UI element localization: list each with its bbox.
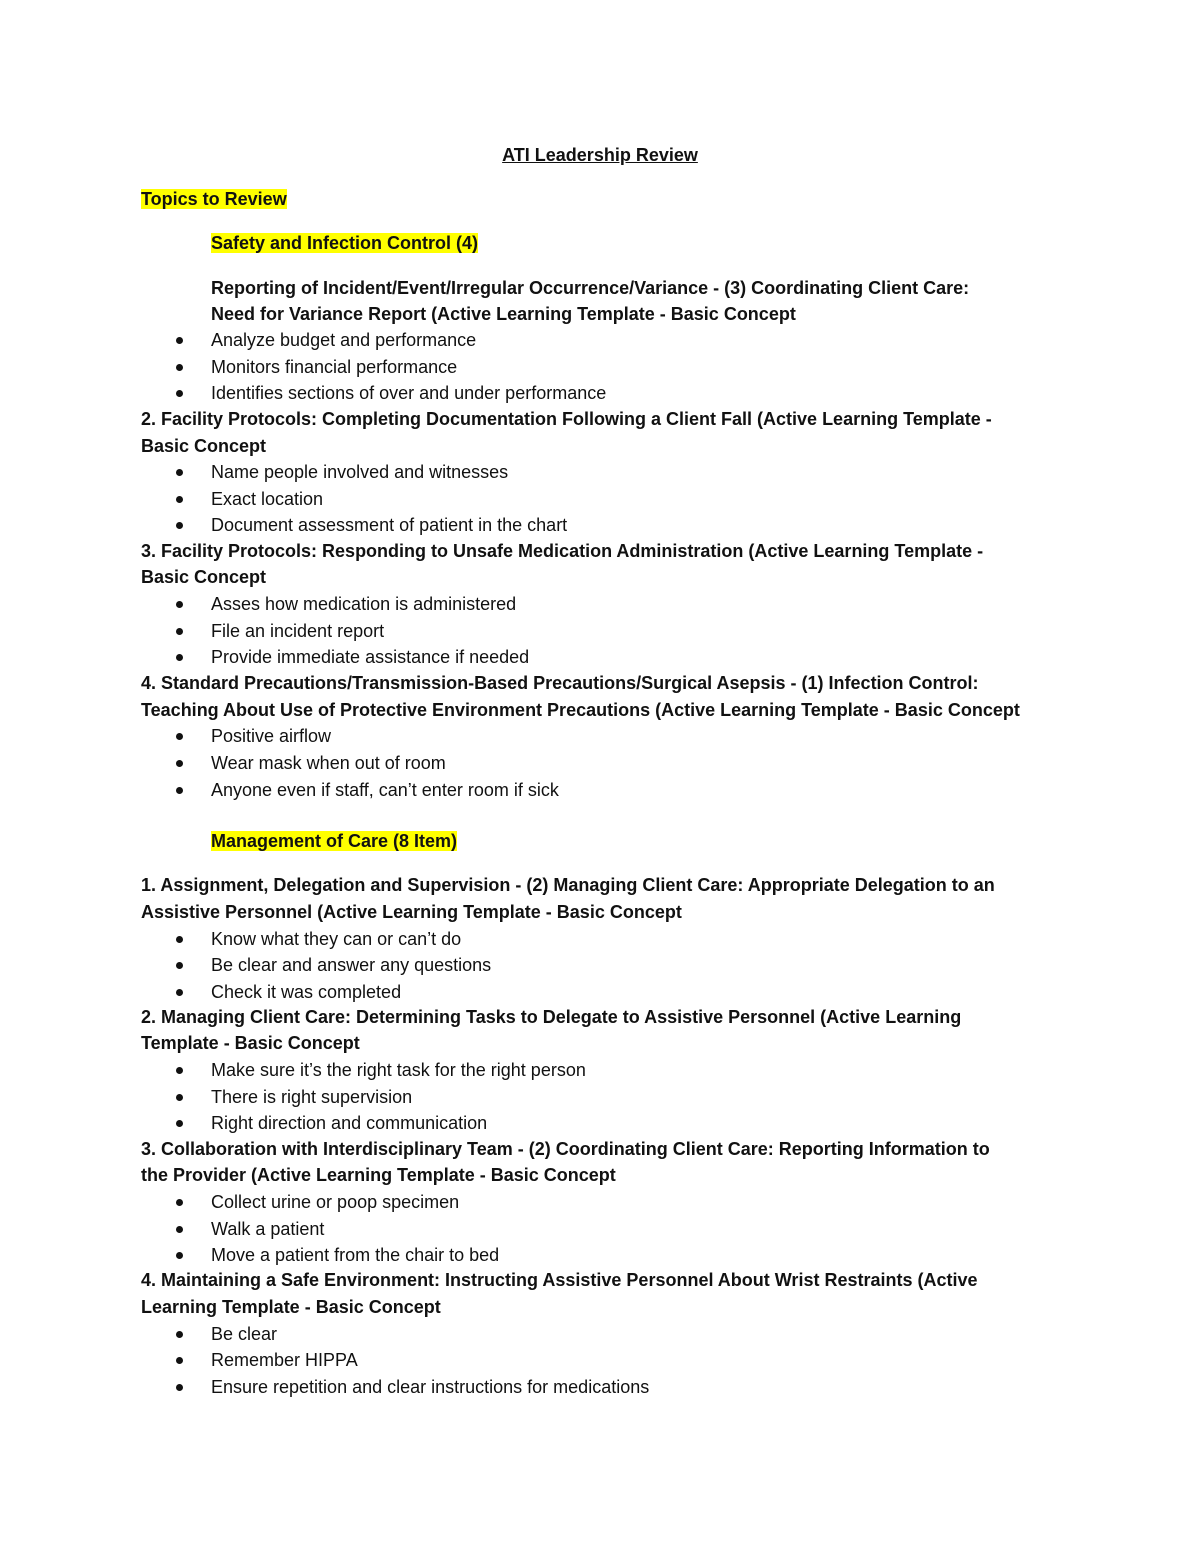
list-item-text: Ensure repetition and clear instructions for medications <box>211 1377 650 1397</box>
list-item-text: Exact location <box>211 489 324 509</box>
item-heading-line: 2. Facility Protocols: Completing Documentation Following a Client Fall (Active Learning Template - <box>141 409 992 429</box>
item-heading-line: Need for Variance Report (Active Learning Template - Basic Concept <box>211 304 796 324</box>
bullet-icon <box>176 654 183 661</box>
list-item-text: Walk a patient <box>211 1219 325 1239</box>
bullet-icon <box>176 1357 183 1364</box>
list-item-text: Provide immediate assistance if needed <box>211 647 530 667</box>
list-item-text: Move a patient from the chair to bed <box>211 1245 500 1265</box>
list-item-text: Name people involved and witnesses <box>211 462 509 482</box>
bullet-icon <box>176 496 183 503</box>
item-heading-line: Reporting of Incident/Event/Irregular Occurrence/Variance - (3) Coordinating Client Care: <box>211 278 970 298</box>
list-item-text: Be clear and answer any questions <box>211 955 492 975</box>
list-item-text: Make sure it’s the right task for the right person <box>211 1060 586 1080</box>
list-item-text: Check it was completed <box>211 982 402 1002</box>
item-heading-line: Template - Basic Concept <box>141 1033 360 1053</box>
bullet-icon <box>176 390 183 397</box>
item-heading-line: Basic Concept <box>141 567 267 587</box>
bullet-icon <box>176 989 183 996</box>
list-item-text: Anyone even if staff, can’t enter room if sick <box>211 780 559 800</box>
bullet-icon <box>176 936 183 943</box>
section-heading-management-text: Management of Care (8 Item) <box>211 831 458 851</box>
bullet-icon <box>176 733 183 740</box>
list-item-text: There is right supervision <box>211 1087 413 1107</box>
document-title: ATI Leadership Review <box>502 145 698 165</box>
bullet-icon <box>176 469 183 476</box>
bullet-icon <box>176 1252 183 1259</box>
bullet-icon <box>176 364 183 371</box>
list-item-text: Document assessment of patient in the chart <box>211 515 568 535</box>
list-item-text: Collect urine or poop specimen <box>211 1192 460 1212</box>
bullet-icon <box>176 1120 183 1127</box>
item-heading-line: the Provider (Active Learning Template - Basic Concept <box>141 1165 616 1185</box>
list-item-text: Wear mask when out of room <box>211 753 446 773</box>
list-item-text: Monitors financial performance <box>211 357 458 377</box>
bullet-icon <box>176 1384 183 1391</box>
item-heading-line: 3. Facility Protocols: Responding to Unsafe Medication Administration (Active Learning Template - <box>141 541 984 561</box>
item-heading-line: Teaching About Use of Protective Environment Precautions (Active Learning Template - Basic Concept <box>141 700 1020 720</box>
section-heading-safety-text: Safety and Infection Control (4) <box>211 233 479 253</box>
bullet-icon <box>176 1199 183 1206</box>
bullet-icon <box>176 962 183 969</box>
list-item-text: Remember HIPPA <box>211 1350 358 1370</box>
section-heading-safety <box>211 230 478 256</box>
list-item-text: Analyze budget and performance <box>211 330 477 350</box>
list-item-text: Right direction and communication <box>211 1113 488 1133</box>
bullet-icon <box>176 337 183 344</box>
item-heading-line: Assistive Personnel (Active Learning Template - Basic Concept <box>141 902 682 922</box>
item-heading-line: 3. Collaboration with Interdisciplinary Team - (2) Coordinating Client Care: Reporting Information to <box>141 1139 990 1159</box>
list-item-text: Asses how medication is administered <box>211 594 517 614</box>
bullet-icon <box>176 1094 183 1101</box>
bullet-icon <box>176 1067 183 1074</box>
bullet-icon <box>176 1226 183 1233</box>
item-heading-line: Basic Concept <box>141 436 267 456</box>
bullet-icon <box>176 522 183 529</box>
item-heading-line: 2. Managing Client Care: Determining Tasks to Delegate to Assistive Personnel (Active Learning <box>141 1007 962 1027</box>
topics-heading-text: Topics to Review <box>141 189 287 209</box>
item-heading-line: 1. Assignment, Delegation and Supervision - (2) Managing Client Care: Appropriate Delegation to an <box>141 875 995 895</box>
item-heading-line: 4. Maintaining a Safe Environment: Instructing Assistive Personnel About Wrist Restraints (Active <box>141 1270 978 1290</box>
bullet-icon <box>176 1331 183 1338</box>
topics-heading <box>141 186 287 212</box>
list-item-text: Positive airflow <box>211 726 332 746</box>
item-heading-line: 4. Standard Precautions/Transmission-Based Precautions/Surgical Asepsis - (1) Infection Control: <box>141 673 979 693</box>
list-item-text: Be clear <box>211 1324 278 1344</box>
item-heading-line: Learning Template - Basic Concept <box>141 1297 441 1317</box>
bullet-icon <box>176 760 183 767</box>
list-item-text: Know what they can or can’t do <box>211 929 462 949</box>
bullet-icon <box>176 787 183 794</box>
section-heading-management <box>211 828 457 854</box>
bullet-icon <box>176 601 183 608</box>
list-item-text: File an incident report <box>211 621 385 641</box>
bullet-icon <box>176 628 183 635</box>
list-item-text: Identifies sections of over and under performance <box>211 383 607 403</box>
